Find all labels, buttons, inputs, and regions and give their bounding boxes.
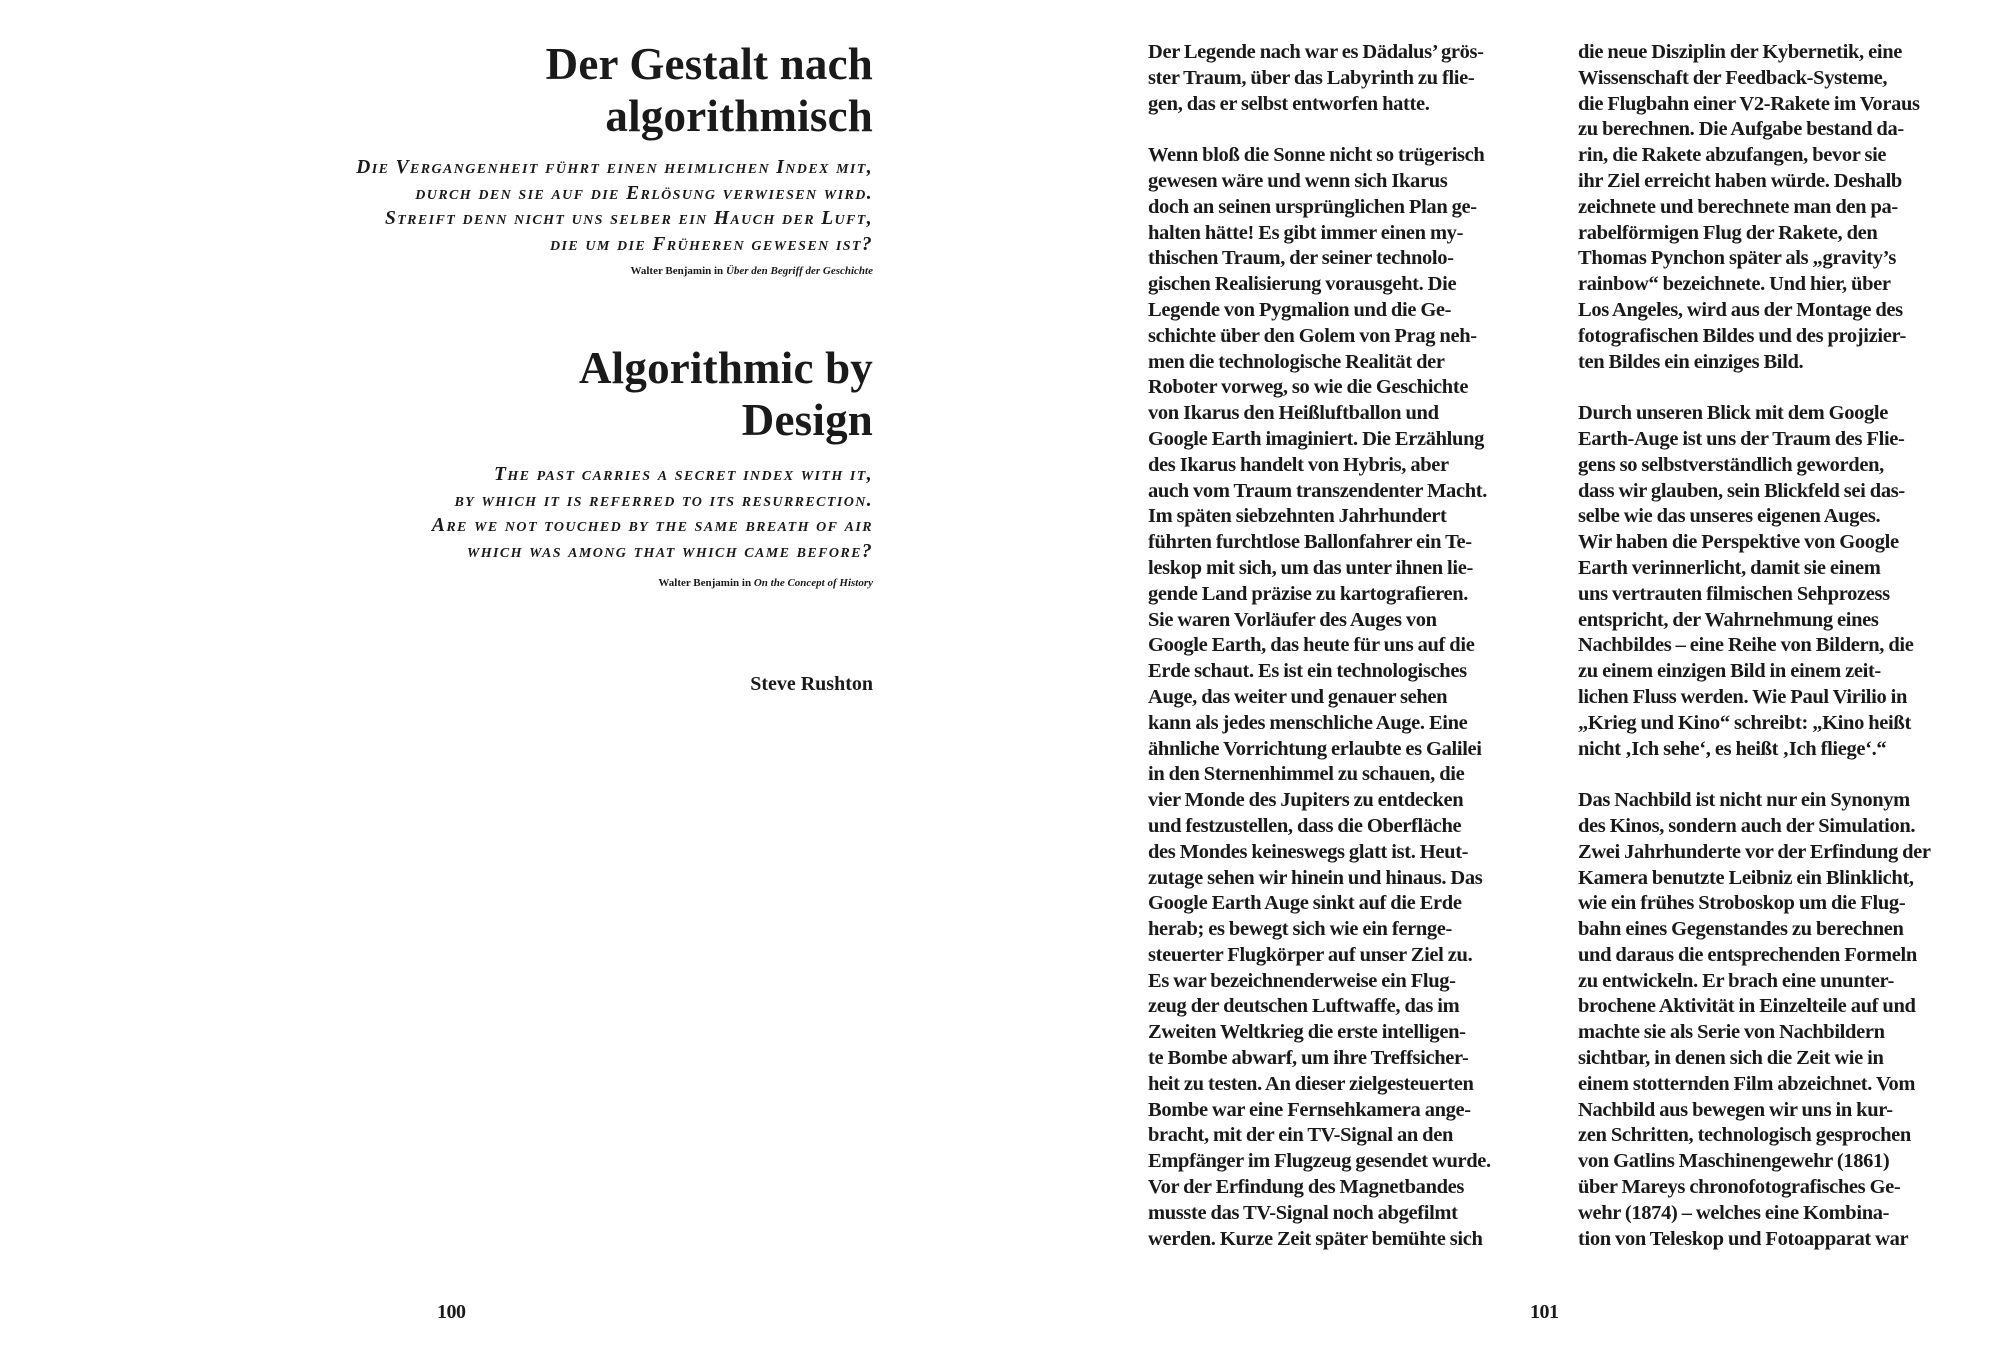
title-german-line: Der Gestalt nach bbox=[545, 39, 873, 89]
body-paragraph bbox=[1148, 40, 1540, 117]
text-line: uns vertrauten filmischen Sehprozess bbox=[1578, 582, 1890, 605]
text-line: ster Traum, über das Labyrinth zu flie- bbox=[1148, 66, 1475, 89]
epigraph-line: The past carries a secret index with it, bbox=[494, 464, 873, 485]
attribution-work-title: On the Concept of History bbox=[753, 577, 873, 589]
text-line: des Mondes keineswegs glatt ist. Heut- bbox=[1148, 840, 1469, 863]
text-line: und festzustellen, dass die Oberfläche bbox=[1148, 814, 1462, 837]
text-line: gens so selbstverständlich geworden, bbox=[1578, 453, 1884, 476]
text-line: fotografischen Bildes und des projizier- bbox=[1578, 324, 1906, 347]
title-english bbox=[300, 342, 873, 446]
text-line: und daraus die entsprechenden Formeln bbox=[1578, 943, 1917, 966]
epigraph-line: durch den sie auf die Erlösung verwiesen wird. bbox=[415, 182, 873, 204]
text-column-1 bbox=[1148, 40, 1540, 1278]
text-line: doch an seinen ursprünglichen Plan ge- bbox=[1148, 195, 1477, 218]
text-line: rainbow“ bezeichnete. Und hier, über bbox=[1578, 273, 1891, 296]
text-line: steuerter Flugkörper auf unser Ziel zu. bbox=[1148, 943, 1473, 966]
text-line: Wenn bloß die Sonne nicht so trügerisch bbox=[1148, 144, 1485, 167]
text-line: Legende von Pygmalion und die Ge- bbox=[1148, 298, 1452, 321]
epigraph-line: by which it is referred to its resurrection. bbox=[454, 489, 873, 511]
text-line: rabelförmigen Flug der Rakete, den bbox=[1578, 221, 1878, 244]
text-line: des Kinos, sondern auch der Simulation. bbox=[1578, 814, 1916, 837]
text-line: Zweiten Weltkrieg die erste intelligen- bbox=[1148, 1021, 1466, 1044]
text-line: men die technologische Realität der bbox=[1148, 350, 1445, 373]
text-line: halten hätte! Es gibt immer einen my- bbox=[1148, 221, 1464, 244]
text-line: über Mareys chronofotografisches Ge- bbox=[1578, 1176, 1901, 1199]
text-line: Empfänger im Flugzeug gesendet wurde. bbox=[1148, 1150, 1491, 1173]
text-line: die neue Disziplin der Kybernetik, eine bbox=[1578, 41, 1903, 63]
text-line: machte sie als Serie von Nachbildern bbox=[1578, 1021, 1885, 1044]
title-german bbox=[300, 38, 873, 142]
text-column-2 bbox=[1578, 40, 1970, 1278]
text-line: Sie waren Vorläufer des Auges von bbox=[1148, 608, 1437, 631]
text-line: Google Earth, das heute für uns auf die bbox=[1148, 634, 1475, 657]
text-line: zeichnete und berechnete man den pa- bbox=[1578, 195, 1898, 218]
text-line: wie ein frühes Stroboskop um die Flug- bbox=[1578, 892, 1906, 915]
text-line: schichte über den Golem von Prag neh- bbox=[1148, 324, 1477, 347]
text-line: herab; es bewegt sich wie ein fernge- bbox=[1148, 918, 1453, 941]
text-line: Der Legende nach war es Dädalus’ grös- bbox=[1148, 41, 1484, 63]
title-german-line: algorithmisch bbox=[605, 91, 873, 141]
text-line: brochene Aktivität in Einzelteile auf und bbox=[1578, 995, 1916, 1018]
text-line: Wissenschaft der Feedback-Systeme, bbox=[1578, 66, 1888, 89]
attribution-author: Walter Benjamin in bbox=[630, 265, 726, 277]
text-line: nicht ‚Ich sehe‘, es heißt ‚Ich fliege‘.“ bbox=[1578, 737, 1887, 760]
body-paragraph bbox=[1148, 143, 1540, 1252]
page-number-left: 100 bbox=[437, 1301, 466, 1323]
text-line: dass wir glauben, sein Blickfeld sei das- bbox=[1578, 479, 1905, 502]
text-line: zu entwickeln. Er brach eine ununter- bbox=[1578, 969, 1894, 992]
text-line: ähnliche Vorrichtung erlaubte es Galilei bbox=[1148, 737, 1482, 760]
text-line: Wir haben die Perspektive von Google bbox=[1578, 531, 1899, 554]
text-line: te Bombe abwarf, um ihre Treffsicher- bbox=[1148, 1047, 1469, 1070]
text-line: Kamera benutzte Leibniz ein Blinklicht, bbox=[1578, 866, 1914, 889]
text-line: musste das TV-Signal noch abgefilmt bbox=[1148, 1201, 1458, 1224]
text-line: Nachbildes – eine Reihe von Bildern, die bbox=[1578, 634, 1914, 657]
text-line: Nachbild aus bewegen wir uns in kur- bbox=[1578, 1098, 1893, 1121]
text-line: tion von Teleskop und Fotoapparat war bbox=[1578, 1227, 1909, 1250]
text-line: Zwei Jahrhunderte vor der Erfindung der bbox=[1578, 840, 1931, 863]
epigraph-line: which was among that which came before? bbox=[466, 540, 873, 562]
text-line: zutage sehen wir hinein und hinaus. Das bbox=[1148, 866, 1483, 889]
text-line: leskop mit sich, um das unter ihnen lie- bbox=[1148, 556, 1473, 579]
text-line: Google Earth imaginiert. Die Erzählung bbox=[1148, 427, 1485, 450]
text-line: kann als jedes menschliche Auge. Eine bbox=[1148, 711, 1468, 734]
text-line: zu einem einzigen Bild in einem zeit- bbox=[1578, 660, 1881, 683]
text-line: einem stotternden Film abzeichnet. Vom bbox=[1578, 1072, 1916, 1095]
attribution-english bbox=[300, 576, 873, 590]
title-english-line: Design bbox=[741, 395, 873, 445]
text-line: gende Land präzise zu kartografieren. bbox=[1148, 582, 1469, 605]
text-line: des Ikarus handelt von Hybris, aber bbox=[1148, 453, 1449, 476]
attribution-work-title: Über den Begriff der Geschichte bbox=[725, 265, 873, 277]
text-line: zen Schritten, technologisch gesprochen bbox=[1578, 1124, 1911, 1147]
text-line: selbe wie das unseres eigenen Auges. bbox=[1578, 505, 1881, 528]
text-line: in den Sternenhimmel zu schauen, die bbox=[1148, 763, 1465, 786]
text-line: entspricht, der Wahrnehmung eines bbox=[1578, 608, 1879, 631]
text-line: gen, das er selbst entworfen hatte. bbox=[1148, 92, 1430, 115]
body-paragraph bbox=[1578, 401, 1970, 762]
text-line: Earth verinnerlicht, damit sie einem bbox=[1578, 556, 1881, 579]
text-line: auch vom Traum transzendenter Macht. bbox=[1148, 479, 1487, 502]
text-line: Vor der Erfindung des Magnetbandes bbox=[1148, 1176, 1465, 1199]
text-line: thischen Traum, der seiner technolo- bbox=[1148, 247, 1454, 270]
text-line: Los Angeles, wird aus der Montage des bbox=[1578, 298, 1903, 321]
body-paragraph bbox=[1578, 788, 1970, 1252]
text-line: führten furchtlose Ballonfahrer ein Te- bbox=[1148, 531, 1472, 554]
text-line: zu berechnen. Die Aufgabe bestand da- bbox=[1578, 118, 1904, 141]
text-line: „Krieg und Kino“ schreibt: „Kino heißt bbox=[1578, 711, 1911, 734]
text-line: lichen Fluss werden. Wie Paul Virilio in bbox=[1578, 685, 1908, 708]
text-line: ten Bildes ein einziges Bild. bbox=[1578, 350, 1804, 373]
text-line: Erde schaut. Es ist ein technologisches bbox=[1148, 660, 1467, 683]
text-line: die Flugbahn einer V2-Rakete im Voraus bbox=[1578, 92, 1920, 115]
epigraph-line: Are we not touched by the same breath of air bbox=[431, 515, 873, 536]
attribution-author: Walter Benjamin in bbox=[658, 577, 754, 589]
text-line: Earth-Auge ist uns der Traum des Flie- bbox=[1578, 427, 1905, 450]
text-line: rin, die Rakete abzufangen, bevor sie bbox=[1578, 144, 1887, 167]
title-english-line: Algorithmic by bbox=[578, 343, 873, 393]
text-line: von Gatlins Maschinengewehr (1861) bbox=[1578, 1150, 1890, 1173]
text-line: vier Monde des Jupiters zu entdecken bbox=[1148, 789, 1464, 812]
text-line: bracht, mit der ein TV-Signal an den bbox=[1148, 1124, 1454, 1147]
right-page bbox=[1000, 0, 2000, 1364]
text-line: Durch unseren Blick mit dem Google bbox=[1578, 402, 1888, 425]
text-line: Im späten siebzehnten Jahrhundert bbox=[1148, 505, 1447, 528]
text-line: Roboter vorweg, so wie die Geschichte bbox=[1148, 376, 1469, 399]
article-author: Steve Rushton bbox=[750, 673, 873, 695]
text-line: Das Nachbild ist nicht nur ein Synonym bbox=[1578, 789, 1910, 812]
body-paragraph bbox=[1578, 40, 1970, 375]
text-line: heit zu testen. An dieser zielgesteuerten bbox=[1148, 1072, 1474, 1095]
epigraph-line: Die Vergangenheit führt einen heimlichen Index mit, bbox=[356, 157, 873, 178]
text-line: ihr Ziel erreicht haben würde. Deshalb bbox=[1578, 169, 1902, 192]
text-line: bahn eines Gegenstandes zu berechnen bbox=[1578, 918, 1904, 941]
text-line: gischen Realisierung vorausgeht. Die bbox=[1148, 273, 1457, 296]
text-line: wehr (1874) – welches eine Kombina- bbox=[1578, 1201, 1890, 1224]
epigraph-line: Streift denn nicht uns selber ein Hauch der Luft, bbox=[384, 208, 873, 229]
epigraph-english bbox=[300, 462, 873, 564]
text-line: gewesen wäre und wenn sich Ikarus bbox=[1148, 169, 1448, 192]
text-line: Es war bezeichnenderweise ein Flug- bbox=[1148, 969, 1456, 992]
text-line: Thomas Pynchon später als „gravity’s bbox=[1578, 247, 1896, 270]
text-line: Bombe war eine Fernsehkamera ange- bbox=[1148, 1098, 1471, 1121]
text-line: sichtbar, in denen sich die Zeit wie in bbox=[1578, 1047, 1884, 1070]
text-line: Auge, das weiter und genauer sehen bbox=[1148, 685, 1448, 708]
text-line: werden. Kurze Zeit später bemühte sich bbox=[1148, 1227, 1483, 1250]
page-number-right: 101 bbox=[1530, 1301, 1559, 1323]
text-line: Google Earth Auge sinkt auf die Erde bbox=[1148, 892, 1462, 915]
epigraph-line: die um die Früheren gewesen ist? bbox=[550, 233, 873, 255]
text-line: von Ikarus den Heißluftballon und bbox=[1148, 402, 1439, 425]
text-line: zeug der deutschen Luftwaffe, das im bbox=[1148, 995, 1460, 1018]
epigraph-german bbox=[300, 155, 873, 257]
attribution-german bbox=[300, 264, 873, 278]
